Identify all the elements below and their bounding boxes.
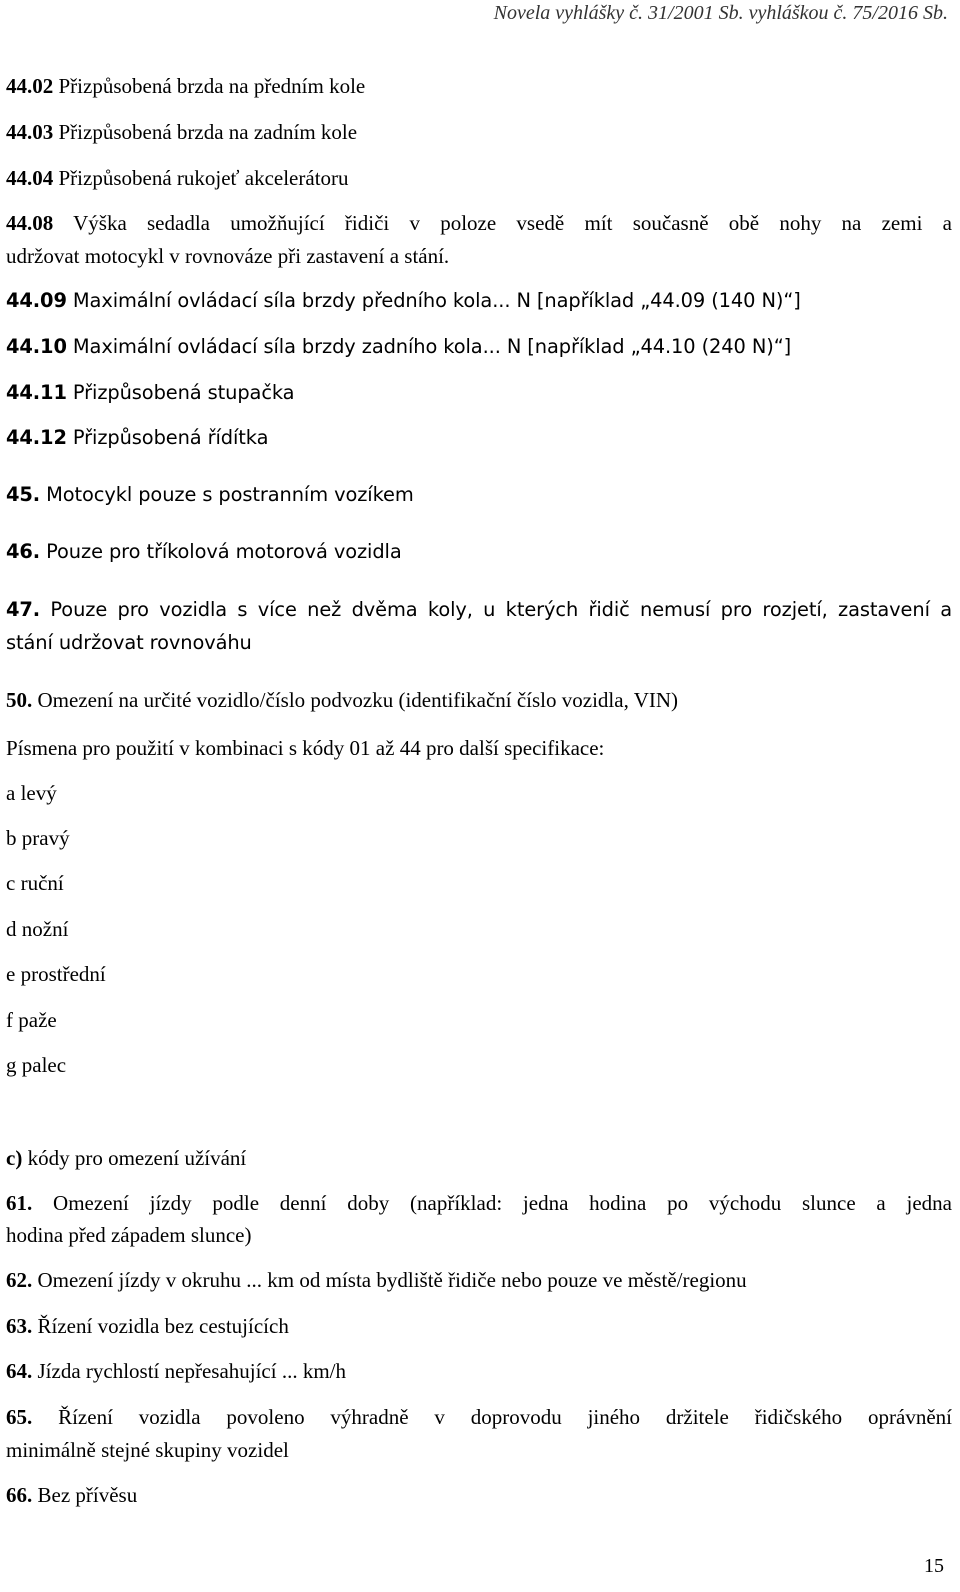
entry-number: 44.02 xyxy=(6,74,54,98)
entry-44-03 xyxy=(6,120,357,144)
letter-item: b pravý xyxy=(6,826,70,850)
entry-number: 44.08 xyxy=(6,211,54,235)
entry-number: 47. xyxy=(6,598,41,621)
entry-text: Přizpůsobená brzda na předním kole xyxy=(58,74,366,98)
letter-item: c ruční xyxy=(6,871,64,895)
entry-text: Přizpůsobená rukojeť akcelerátoru xyxy=(58,166,349,190)
entry-47-continued xyxy=(6,631,252,655)
entry-44-04 xyxy=(6,166,349,190)
entry-number: 44.04 xyxy=(6,166,54,190)
running-header: Novela vyhlášky č. 31/2001 Sb. vyhláškou č. 75/2016 Sb. xyxy=(493,2,948,24)
entry-text: Omezení jízdy v okruhu ... km od místa bydliště řidiče nebo pouze ve městě/regionu xyxy=(37,1268,747,1292)
entry-66 xyxy=(6,1483,137,1507)
entry-number: 44.09 xyxy=(6,289,67,312)
entry-number: 63. xyxy=(6,1314,33,1338)
entry-text: Pouze pro vozidla s více než dvěma koly, u kterých řidič nemusí pro rozjetí, zastavení a xyxy=(50,598,952,621)
entry-63 xyxy=(6,1314,289,1338)
entry-text: Přizpůsobená brzda na zadním kole xyxy=(58,120,358,144)
entry-text: Omezení jízdy podle denní doby (například: jedna hodina po východu slunce a jedna xyxy=(53,1191,952,1215)
entry-44-11 xyxy=(6,381,294,405)
entry-44-09 xyxy=(6,289,801,313)
entry-65 xyxy=(6,1405,952,1429)
entry-62 xyxy=(6,1268,747,1292)
entry-text: Přizpůsobená stupačka xyxy=(72,381,295,404)
entry-text: Maximální ovládací síla brzdy zadního kola... N [například „44.10 (240 N)“] xyxy=(72,335,792,358)
entry-number: 44.12 xyxy=(6,426,67,449)
entry-64 xyxy=(6,1359,346,1383)
entry-number: 50. xyxy=(6,688,33,712)
entry-number: 64. xyxy=(6,1359,33,1383)
letter-item: d nožní xyxy=(6,917,69,941)
entry-number: 44.03 xyxy=(6,120,54,144)
section-label: c) xyxy=(6,1146,23,1170)
letter-item: f paže xyxy=(6,1008,57,1032)
entry-65-continued xyxy=(6,1438,289,1462)
entry-text: Výška sedadla umožňující řidiči v poloze vsedě mít současně obě nohy na zemi a xyxy=(73,211,952,235)
entry-text: Jízda rychlostí nepřesahující ... km/h xyxy=(37,1359,347,1383)
entry-61-continued xyxy=(6,1223,251,1247)
entry-number: 61. xyxy=(6,1191,33,1215)
section-c-heading xyxy=(6,1146,246,1170)
entry-text: Pouze pro tříkolová motorová vozidla xyxy=(46,540,402,563)
entry-text: udržovat motocykl v rovnováze při zastavení a stání. xyxy=(6,244,450,268)
entry-number: 44.11 xyxy=(6,381,67,404)
letter-item: g palec xyxy=(6,1053,67,1077)
entry-45 xyxy=(6,483,414,507)
entry-47 xyxy=(6,598,952,622)
letter-item: a levý xyxy=(6,781,57,805)
entry-44-08 xyxy=(6,211,952,235)
entry-text: Řízení vozidla bez cestujících xyxy=(37,1314,289,1338)
entry-text: Omezení na určité vozidlo/číslo podvozku (identifikační číslo vozidla, VIN) xyxy=(37,688,679,712)
entry-50 xyxy=(6,688,678,712)
entry-text: Přizpůsobená řídítka xyxy=(72,426,269,449)
entry-46 xyxy=(6,540,402,564)
entry-text: stání udržovat rovnováhu xyxy=(6,631,252,654)
entry-text: Maximální ovládací síla brzdy předního kola... N [například „44.09 (140 N)“] xyxy=(72,289,801,312)
entry-44-12 xyxy=(6,426,268,450)
entry-number: 65. xyxy=(6,1405,33,1429)
entry-44-02 xyxy=(6,74,365,98)
entry-number: 45. xyxy=(6,483,41,506)
letters-intro: Písmena pro použití v kombinaci s kódy 01 až 44 pro další specifikace: xyxy=(6,736,605,760)
entry-text: Motocykl pouze s postranním vozíkem xyxy=(46,483,414,506)
entry-text: minimálně stejné skupiny vozidel xyxy=(6,1438,289,1462)
entry-number: 62. xyxy=(6,1268,33,1292)
entry-text: Řízení vozidla povoleno výhradně v doprovodu jiného držitele řidičského oprávnění xyxy=(58,1405,952,1429)
entry-number: 46. xyxy=(6,540,41,563)
letter-item: e prostřední xyxy=(6,962,106,986)
entry-number: 44.10 xyxy=(6,335,67,358)
entry-44-10 xyxy=(6,335,791,359)
entry-number: 66. xyxy=(6,1483,33,1507)
entry-text: hodina před západem slunce) xyxy=(6,1223,252,1247)
entry-text: Bez přívěsu xyxy=(37,1483,138,1507)
section-title: kódy pro omezení užívání xyxy=(27,1146,247,1170)
page-number: 15 xyxy=(924,1555,944,1577)
entry-44-08-continued xyxy=(6,244,449,268)
entry-61 xyxy=(6,1191,952,1215)
